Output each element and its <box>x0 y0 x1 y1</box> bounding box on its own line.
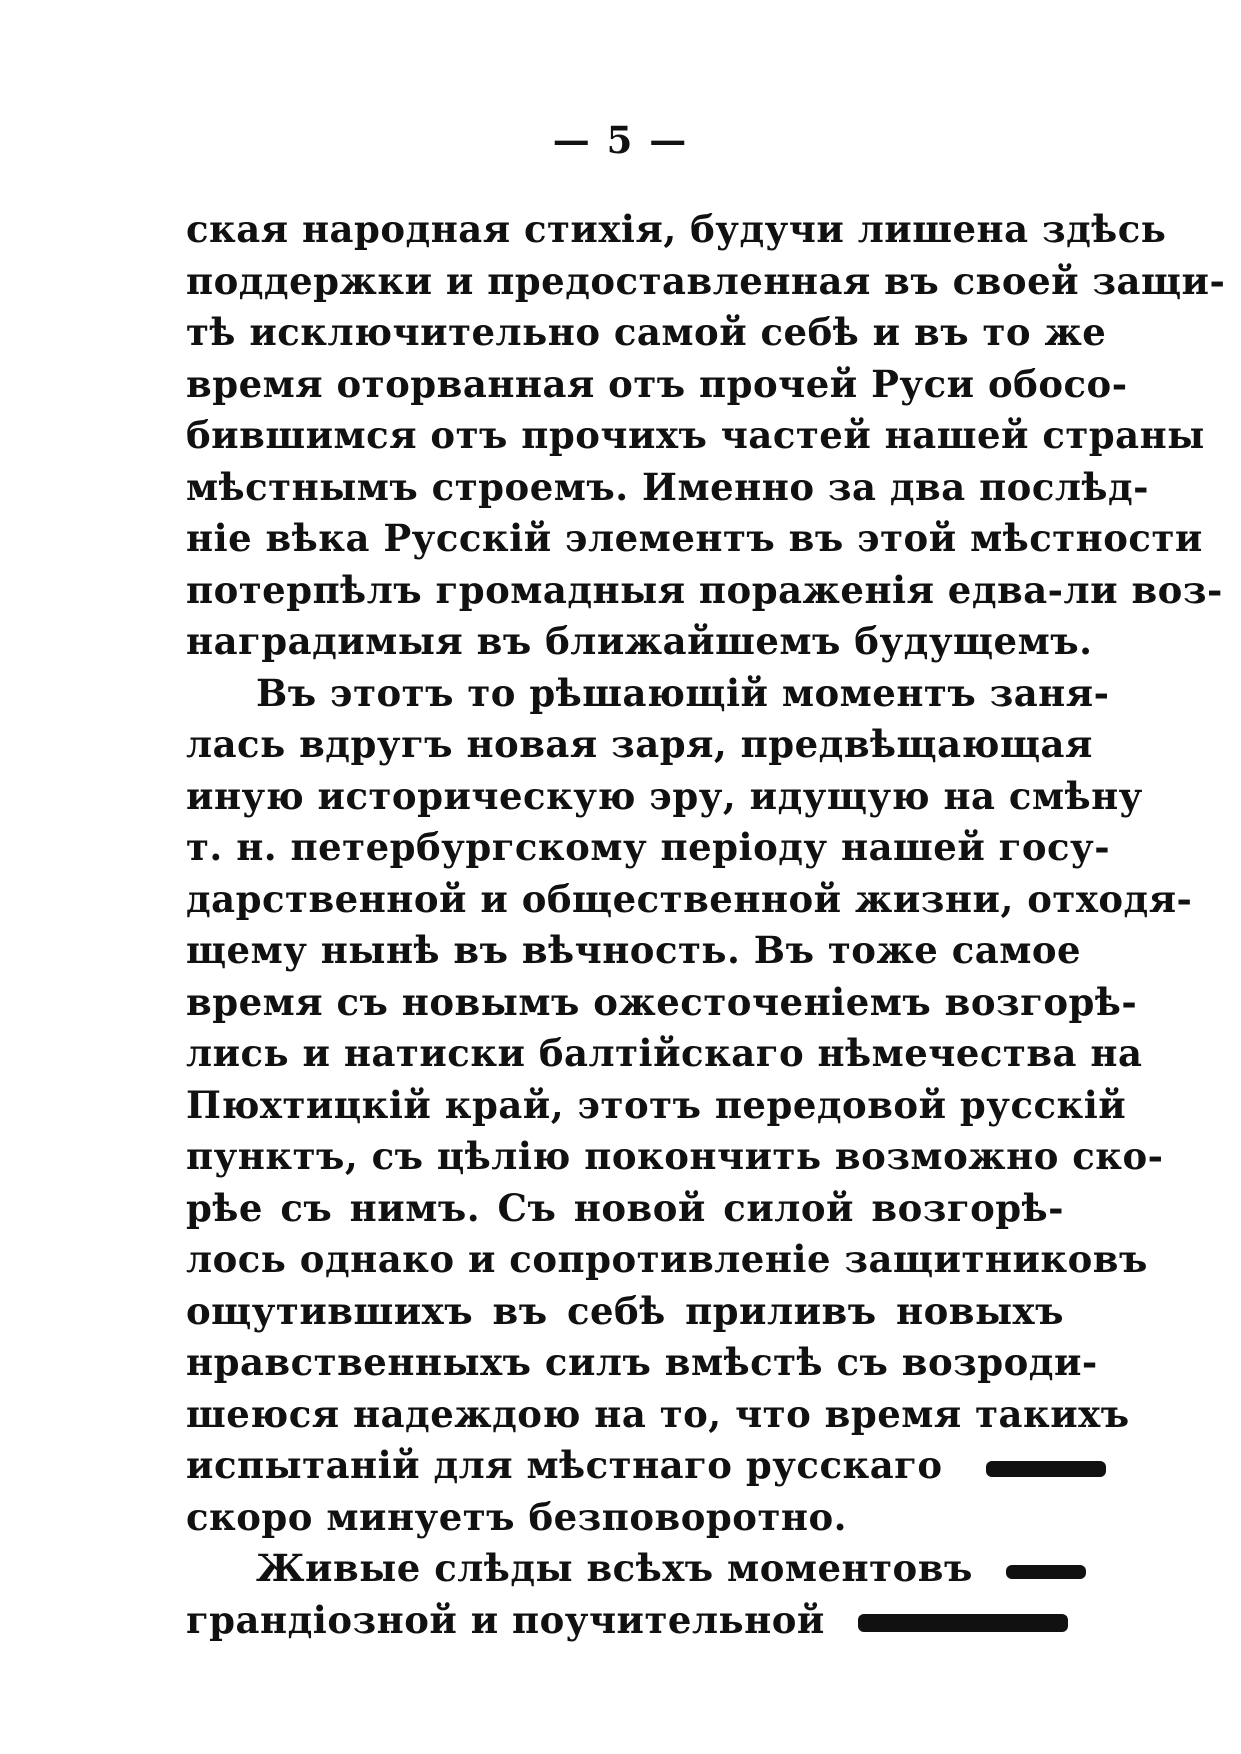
text-line: лось однако и сопротивленіе защитниковъ <box>186 1237 1148 1281</box>
text-line-content: испытаній для мѣстнаго русскаго <box>186 1443 943 1487</box>
text-line-content: грандіозной и поучительной <box>186 1597 825 1642</box>
text-line: пунктъ, съ цѣлію покончить возможно ско- <box>186 1134 1164 1178</box>
text-line: дарственной и общественной жизни, отходя- <box>186 876 1193 921</box>
page-number: — 5 — <box>552 118 689 162</box>
ink-blot <box>1006 1565 1086 1579</box>
text-line-with-blot <box>186 1440 1064 1492</box>
text-line-with-blot <box>186 1595 1064 1647</box>
text-line: поддержки и предоставленная въ своей защи- <box>186 258 1226 303</box>
text-line: лись и натиски балтійскаго нѣмечества на <box>186 1031 1143 1075</box>
text-line: Въ этотъ то рѣшающій моментъ заня- <box>256 670 1110 715</box>
text-line: ощутившихъ въ себѣ приливъ новыхъ <box>186 1288 1064 1333</box>
text-line: тѣ исключительно самой себѣ и въ то же <box>186 310 1107 354</box>
text-line: щему нынѣ въ вѣчность. Въ тоже самое <box>186 928 1082 972</box>
text-line: иную историческую эру, идущую на смѣну <box>186 773 1143 818</box>
text-line: бившимся отъ прочихъ частей нашей страны <box>186 413 1205 457</box>
body-text <box>186 204 1226 1646</box>
text-line: т. н. петербургскому періоду нашей госу- <box>186 825 1111 869</box>
text-line: наградимыя въ ближайшемъ будущемъ. <box>186 619 1093 663</box>
ink-blot <box>858 1614 1068 1632</box>
text-line-with-blot <box>186 1543 1064 1595</box>
ink-blot <box>986 1461 1106 1477</box>
text-line: мѣстнымъ строемъ. Именно за два послѣд- <box>186 464 1149 509</box>
text-line: время оторванная отъ прочей Руси обосо- <box>186 361 1128 406</box>
text-line: лась вдругъ новая заря, предвѣщающая <box>186 722 1093 766</box>
text-line: Пюхтицкій край, этотъ передовой русскій <box>186 1082 1127 1127</box>
text-line: скоро минуетъ безповоротно. <box>186 1494 848 1539</box>
text-line-content: Живые слѣды всѣхъ моментовъ <box>256 1546 973 1590</box>
text-line: время съ новымъ ожесточеніемъ возгорѣ- <box>186 979 1138 1024</box>
text-line: рѣе съ нимъ. Съ новой силой возгорѣ- <box>186 1185 1064 1230</box>
text-line: ніе вѣка Русскій элементъ въ этой мѣстности <box>186 516 1203 560</box>
text-line: шеюся надеждою на то, что время такихъ <box>186 1391 1130 1436</box>
text-line: ская народная стихія, будучи лишена здѣсь <box>186 207 1167 251</box>
text-line: нравственныхъ силъ вмѣстѣ съ возроди- <box>186 1340 1098 1384</box>
text-line: потерпѣлъ громадныя пораженія едва-ли воз- <box>186 567 1223 612</box>
